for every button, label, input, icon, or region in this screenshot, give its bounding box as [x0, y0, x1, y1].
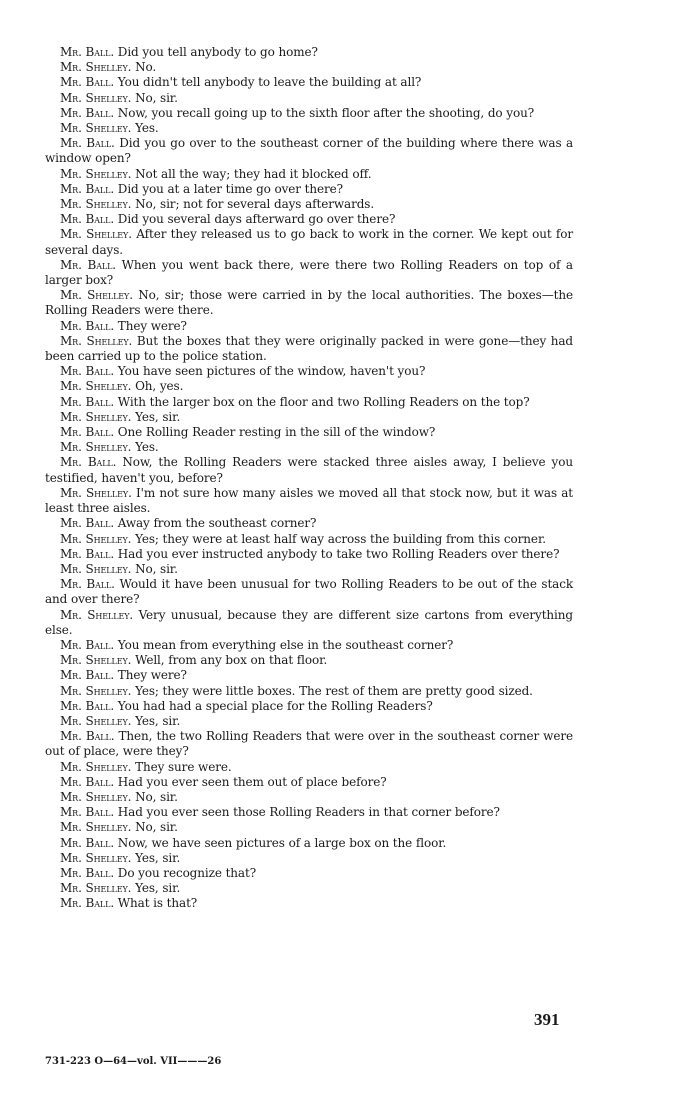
testimony-transcript [45, 45, 573, 912]
speaker-name: Mr. Shelley. [60, 850, 132, 865]
testimony-entry [45, 182, 573, 197]
testimony-entry [45, 790, 573, 805]
entry-text: Very unusual, because they are different size cartons from everything else. [45, 607, 573, 637]
testimony-entry [45, 425, 573, 440]
speaker-name: Mr. Shelley. [60, 561, 132, 576]
entry-text: Well, from any box on that floor. [135, 653, 328, 668]
entry-text: After they released us to go back to work in the corner. We kept out for several days. [45, 227, 573, 257]
entry-text: One Rolling Reader resting in the sill of the window? [117, 425, 436, 440]
page-number: 391 [534, 1010, 560, 1029]
entry-text: Yes, sir. [135, 409, 181, 424]
entry-text: Yes, sir. [135, 850, 181, 865]
entry-text: They were? [117, 668, 187, 683]
testimony-entry [45, 881, 573, 896]
entry-text: Did you several days afterward go over there? [117, 212, 396, 227]
testimony-entry [45, 60, 573, 75]
speaker-name: Mr. Shelley. [60, 333, 133, 348]
entry-text: Did you tell anybody to go home? [117, 45, 318, 59]
testimony-entry [45, 547, 573, 562]
entry-text: Yes; they were at least half way across the building from this corner. [135, 531, 546, 546]
entry-text: Now, the Rolling Readers were stacked three aisles away, I believe you testified, haven't you, before? [45, 455, 573, 485]
speaker-name: Mr. Ball. [60, 805, 115, 820]
testimony-entry [45, 851, 573, 866]
testimony-entry [45, 775, 573, 790]
speaker-name: Mr. Shelley. [60, 90, 132, 105]
speaker-name: Mr. Ball. [60, 698, 115, 713]
entry-text: With the larger box on the floor and two Rolling Readers on the top? [117, 394, 530, 409]
entry-text: Yes. [135, 440, 159, 455]
testimony-entry [45, 258, 573, 288]
testimony-entry [45, 91, 573, 106]
speaker-name: Mr. Ball. [60, 774, 115, 789]
entry-text: You have seen pictures of the window, haven't you? [117, 364, 426, 379]
speaker-name: Mr. Ball. [60, 835, 115, 850]
speaker-name: Mr. Ball. [60, 364, 115, 379]
testimony-entry [45, 836, 573, 851]
speaker-name: Mr. Shelley. [60, 197, 132, 212]
testimony-entry [45, 440, 573, 455]
testimony-entry [45, 197, 573, 212]
entry-text: Now, we have seen pictures of a large box on the floor. [117, 835, 447, 850]
speaker-name: Mr. Shelley. [60, 379, 132, 394]
testimony-entry [45, 334, 573, 364]
testimony-entry [45, 319, 573, 334]
speaker-name: Mr. Shelley. [60, 789, 132, 804]
entry-text: Not all the way; they had it blocked off. [135, 166, 372, 181]
speaker-name: Mr. Shelley. [60, 607, 134, 622]
speaker-name: Mr. Ball. [60, 455, 117, 470]
entry-text: No, sir; those were carried in by the local authorities. The boxes—the Rolling Readers were there. [45, 288, 573, 318]
entry-text: Now, you recall going up to the sixth floor after the shooting, do you? [117, 105, 535, 120]
speaker-name: Mr. Shelley. [60, 121, 132, 136]
speaker-name: Mr. Ball. [60, 896, 115, 911]
entry-text: They were? [117, 318, 187, 333]
speaker-name: Mr. Shelley. [60, 653, 132, 668]
speaker-name: Mr. Shelley. [60, 166, 132, 181]
entry-text: Yes, sir. [135, 881, 181, 896]
entry-text: No, sir. [135, 820, 178, 835]
speaker-name: Mr. Ball. [60, 668, 115, 683]
entry-text: No, sir; not for several days afterwards. [135, 197, 375, 212]
speaker-name: Mr. Ball. [60, 212, 115, 227]
entry-text: Did you at a later time go over there? [117, 181, 343, 196]
entry-text: Had you ever seen those Rolling Readers in that corner before? [117, 805, 500, 820]
speaker-name: Mr. Shelley. [60, 288, 133, 303]
testimony-entry [45, 106, 573, 121]
entry-text: You had had a special place for the Rolling Readers? [117, 698, 433, 713]
testimony-entry [45, 379, 573, 394]
speaker-name: Mr. Shelley. [60, 531, 132, 546]
entry-text: Do you recognize that? [117, 865, 257, 880]
testimony-entry [45, 653, 573, 668]
speaker-name: Mr. Ball. [60, 577, 115, 592]
testimony-entry [45, 288, 573, 318]
entry-text: You mean from everything else in the southeast corner? [117, 637, 454, 652]
entry-text: Had you ever instructed anybody to take two Rolling Readers over there? [117, 546, 560, 561]
speaker-name: Mr. Ball. [60, 181, 115, 196]
entry-text: Did you go over to the southeast corner of the building where there was a window open? [45, 136, 574, 166]
entry-text: Yes. [135, 121, 159, 136]
speaker-name: Mr. Shelley. [60, 759, 132, 774]
testimony-entry [45, 212, 573, 227]
speaker-name: Mr. Shelley. [60, 820, 132, 835]
testimony-entry [45, 227, 573, 257]
print-footer: 731-223 O—64—vol. VII———26 [45, 1056, 222, 1067]
entry-text: Oh, yes. [135, 379, 184, 394]
entry-text: No. [135, 60, 157, 75]
speaker-name: Mr. Shelley. [60, 409, 132, 424]
entry-text: No, sir. [135, 90, 178, 105]
entry-text: No, sir. [135, 561, 178, 576]
entry-text: Had you ever seen them out of place before? [117, 774, 387, 789]
entry-text: Then, the two Rolling Readers that were over in the southeast corner were out of place, were they? [45, 729, 573, 759]
entry-text: When you went back there, were there two Rolling Readers on top of a larger box? [45, 257, 573, 288]
testimony-entry [45, 455, 573, 485]
speaker-name: Mr. Shelley. [60, 227, 132, 242]
testimony-entry [45, 45, 573, 60]
testimony-entry [45, 714, 573, 729]
testimony-entry [45, 577, 573, 607]
testimony-entry [45, 136, 573, 166]
speaker-name: Mr. Ball. [60, 45, 115, 59]
testimony-entry [45, 608, 573, 638]
speaker-name: Mr. Ball. [60, 75, 115, 90]
entry-text: But the boxes that they were originally packed in were gone—they had been carried up to the police station. [45, 333, 574, 364]
entry-text: I'm not sure how many aisles we moved all that stock now, but it was at least three aisles. [45, 485, 573, 516]
speaker-name: Mr. Ball. [60, 516, 115, 531]
testimony-entry [45, 760, 573, 775]
entry-text: Yes, sir. [135, 713, 181, 728]
testimony-entry [45, 410, 573, 425]
speaker-name: Mr. Ball. [60, 136, 115, 151]
testimony-entry [45, 896, 573, 911]
testimony-entry [45, 699, 573, 714]
speaker-name: Mr. Shelley. [60, 881, 132, 896]
testimony-entry [45, 820, 573, 835]
speaker-name: Mr. Ball. [60, 865, 115, 880]
testimony-entry [45, 684, 573, 699]
speaker-name: Mr. Ball. [60, 729, 115, 744]
speaker-name: Mr. Ball. [60, 318, 115, 333]
testimony-entry [45, 638, 573, 653]
testimony-entry [45, 486, 573, 516]
entry-text: Would it have been unusual for two Rolling Readers to be out of the stack and over there? [45, 577, 574, 607]
testimony-entry [45, 866, 573, 881]
speaker-name: Mr. Shelley. [60, 485, 132, 500]
testimony-entry [45, 729, 573, 759]
speaker-name: Mr. Shelley. [60, 683, 132, 698]
entry-text: You didn't tell anybody to leave the building at all? [117, 75, 422, 90]
speaker-name: Mr. Ball. [60, 546, 115, 561]
testimony-entry [45, 805, 573, 820]
testimony-entry [45, 167, 573, 182]
speaker-name: Mr. Shelley. [60, 60, 132, 75]
entry-text: No, sir. [135, 789, 178, 804]
testimony-entry [45, 562, 573, 577]
entry-text: They sure were. [135, 759, 232, 774]
speaker-name: Mr. Shelley. [60, 713, 132, 728]
testimony-entry [45, 516, 573, 531]
entry-text: Yes; they were little boxes. The rest of them are pretty good sized. [135, 683, 533, 698]
testimony-entry [45, 532, 573, 547]
entry-text: Away from the southeast corner? [117, 516, 317, 531]
testimony-entry [45, 364, 573, 379]
testimony-entry [45, 121, 573, 136]
speaker-name: Mr. Shelley. [60, 440, 132, 455]
speaker-name: Mr. Ball. [60, 394, 115, 409]
entry-text: What is that? [117, 896, 198, 911]
speaker-name: Mr. Ball. [60, 257, 117, 272]
testimony-entry [45, 668, 573, 683]
speaker-name: Mr. Ball. [60, 105, 115, 120]
testimony-entry [45, 75, 573, 90]
speaker-name: Mr. Ball. [60, 425, 115, 440]
speaker-name: Mr. Ball. [60, 637, 115, 652]
testimony-entry [45, 395, 573, 410]
